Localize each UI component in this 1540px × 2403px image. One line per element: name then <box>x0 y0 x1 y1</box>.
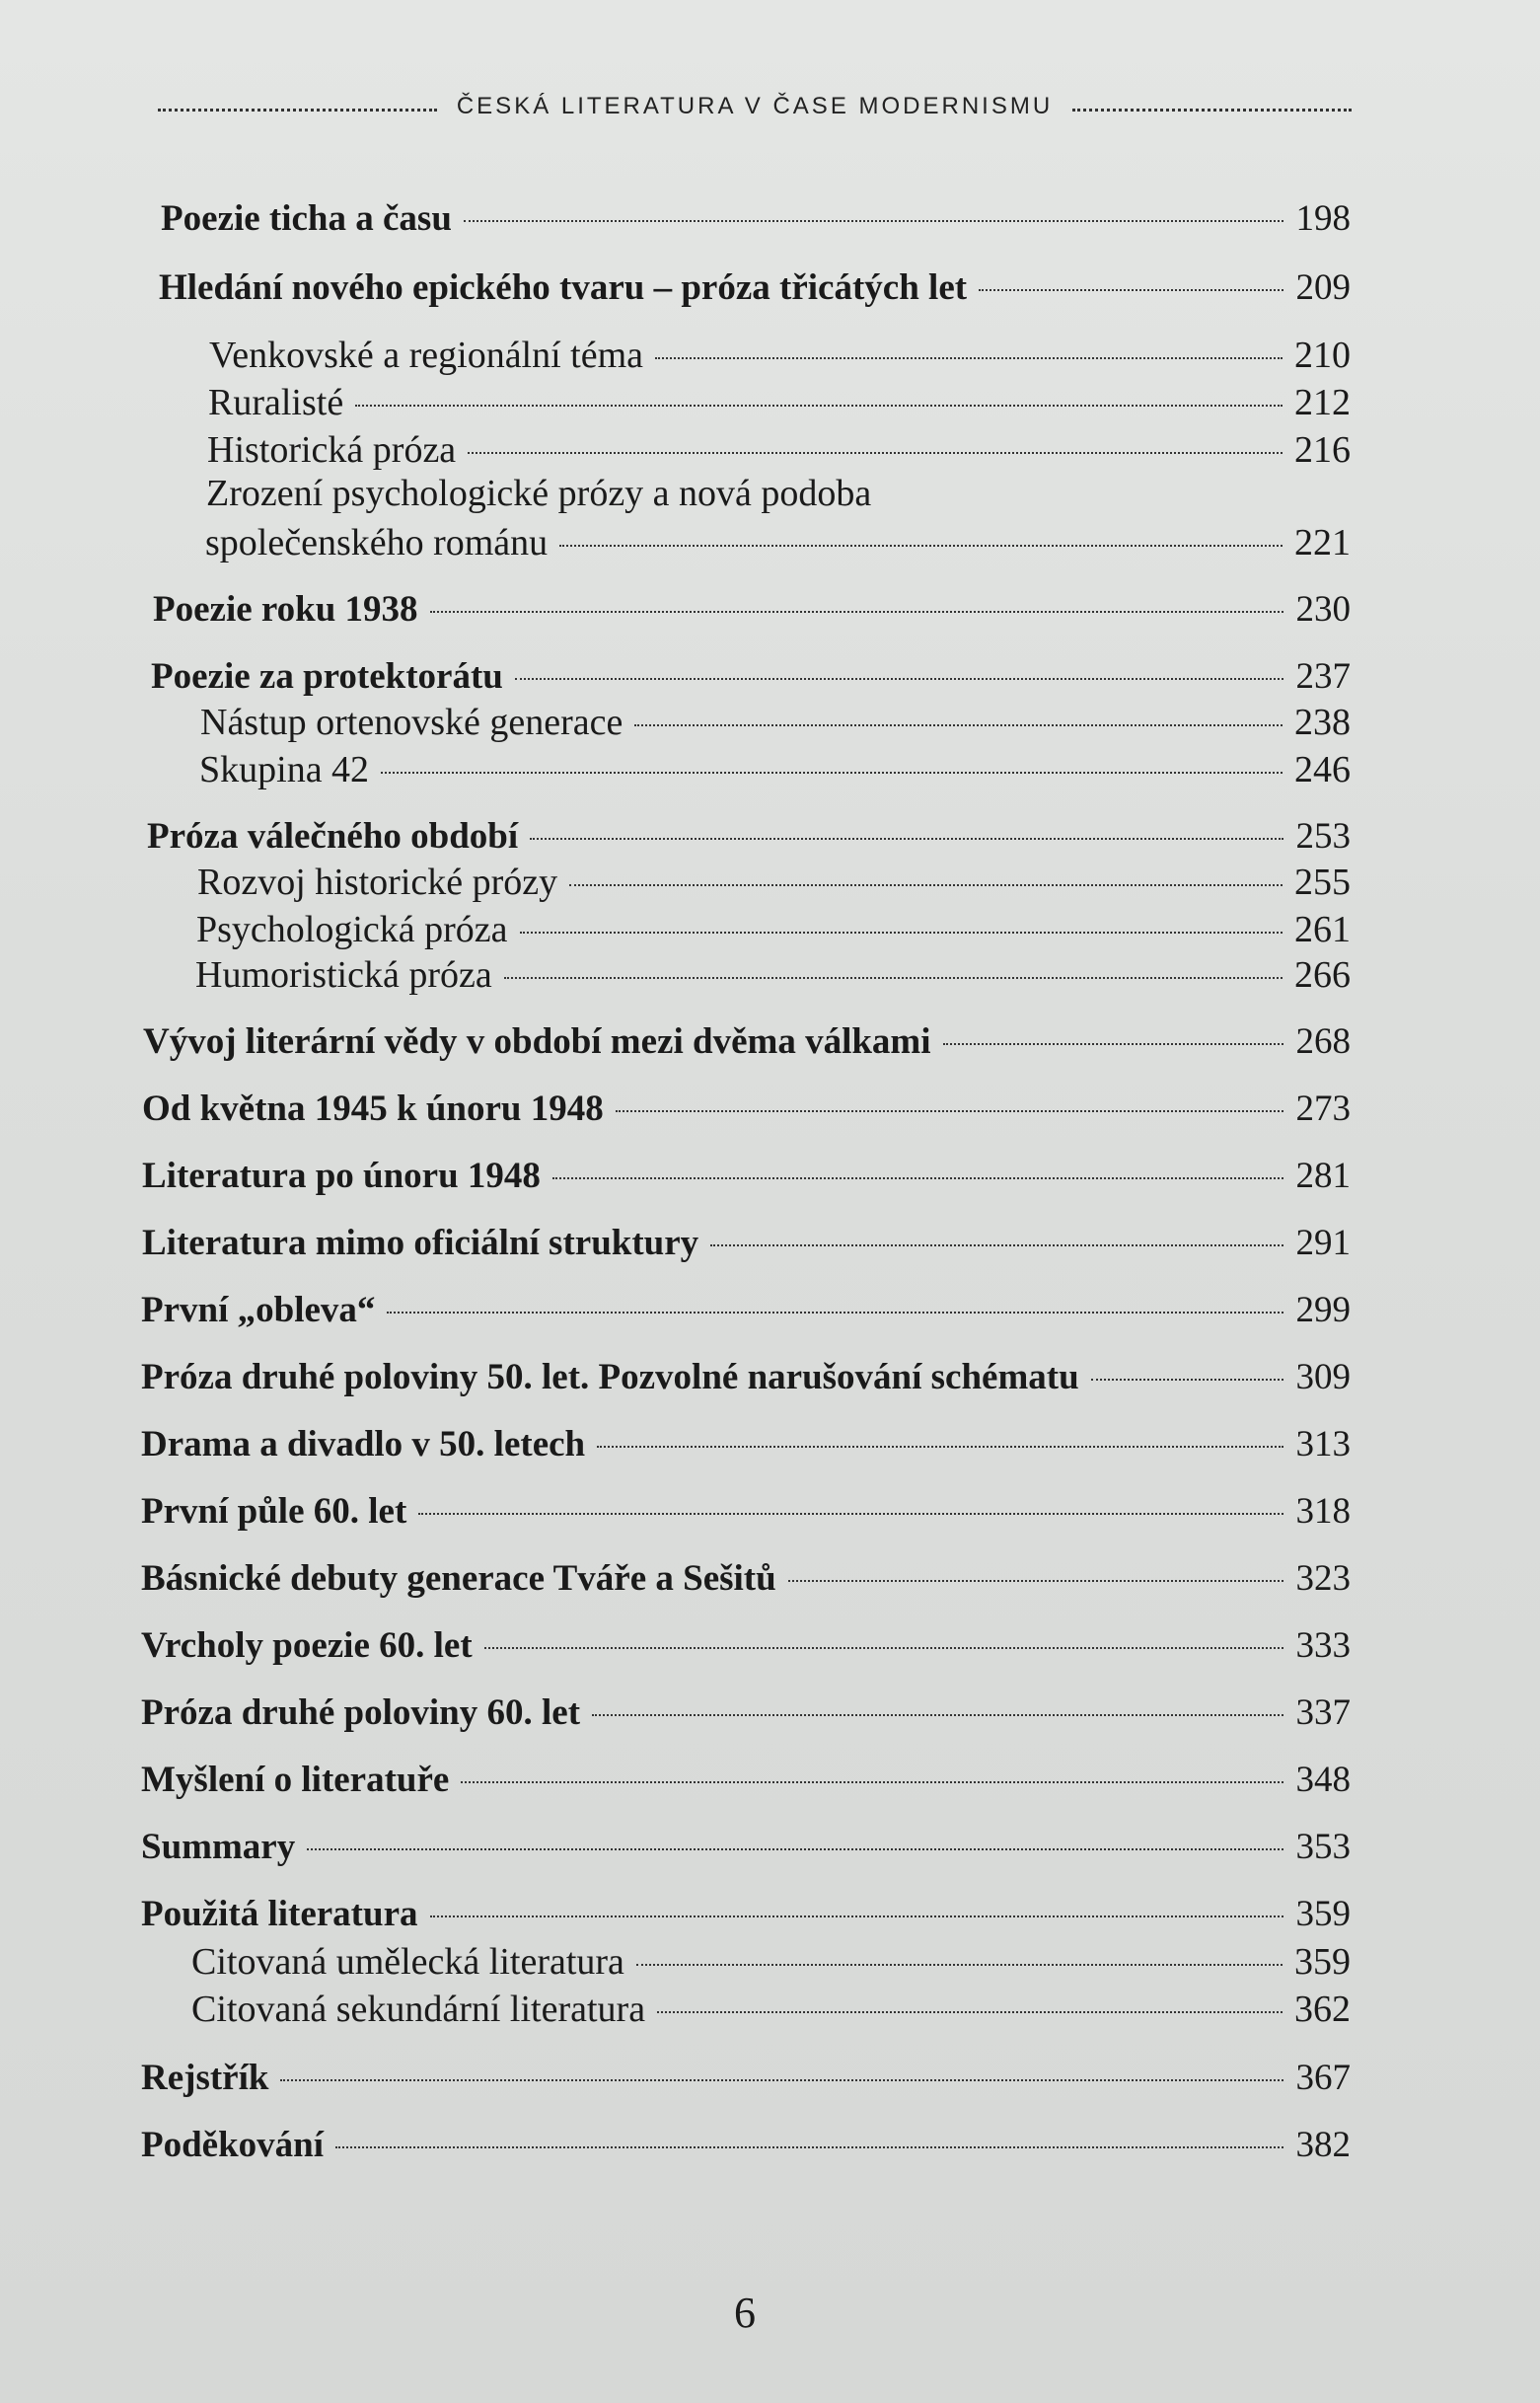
toc-entry-page: 359 <box>1294 1941 1351 1983</box>
toc-entry-label: Drama a divadlo v 50. letech <box>141 1424 586 1464</box>
toc-leader <box>710 1244 1283 1246</box>
toc-entry-page: 266 <box>1294 954 1351 996</box>
toc-entry <box>142 1222 1351 1265</box>
toc-entry <box>141 1356 1351 1399</box>
toc-entry-page: 209 <box>1295 267 1351 308</box>
toc-entry-page: 348 <box>1295 1760 1351 1800</box>
toc-entry-page: 323 <box>1295 1558 1351 1599</box>
toc-entry-page: 382 <box>1295 2125 1351 2165</box>
toc-entry-page: 246 <box>1294 749 1351 790</box>
toc-entry-label: Rozvoj historické prózy <box>197 862 558 903</box>
toc-entry <box>159 266 1351 310</box>
toc-entry <box>141 1289 1351 1332</box>
toc-entry-page: 230 <box>1295 589 1351 630</box>
toc-entry-page: 362 <box>1294 1989 1351 2030</box>
toc-leader <box>335 2146 1283 2148</box>
toc-entry-label: Poezie roku 1938 <box>153 589 418 630</box>
toc-entry-page: 212 <box>1294 382 1351 423</box>
toc-leader <box>381 772 1283 774</box>
toc-entry-page: 216 <box>1294 429 1351 471</box>
toc-entry-page: 261 <box>1294 909 1351 950</box>
toc-entry-page: 238 <box>1294 702 1351 743</box>
toc-entry <box>141 1557 1351 1601</box>
toc-entry-label: Psychologická próza <box>196 909 508 950</box>
toc-entry-label: Použitá literatura <box>141 1894 418 1934</box>
toc-subentry <box>205 521 1351 564</box>
toc-leader <box>657 2011 1283 2013</box>
toc-entry-page: 337 <box>1295 1692 1351 1733</box>
toc-entry-label: První „obleva“ <box>141 1290 376 1330</box>
toc-entry <box>161 197 1351 241</box>
toc-entry <box>141 1759 1351 1802</box>
toc-entry-page: 273 <box>1295 1089 1351 1129</box>
toc-subentry <box>207 428 1351 472</box>
toc-entry <box>141 1691 1351 1735</box>
toc-entry-label: Vývoj literární vědy v období mezi dvěma válkami <box>143 1021 931 1062</box>
toc-leader <box>597 1446 1283 1448</box>
toc-leader <box>1091 1379 1283 1381</box>
toc-entry-label: Poděkování <box>141 2125 325 2165</box>
toc-subentry <box>209 334 1351 377</box>
toc-entry-page: 255 <box>1294 862 1351 903</box>
toc-entry <box>141 2124 1351 2167</box>
toc-entry <box>141 2057 1351 2100</box>
toc-subentry-first-line: Zrození psychologické prózy a nová podoba <box>206 473 872 514</box>
toc-entry-page: 318 <box>1295 1491 1351 1532</box>
toc-subentry <box>196 908 1351 951</box>
toc-entry <box>153 588 1351 632</box>
toc-entry <box>147 815 1351 859</box>
toc-subentry <box>208 381 1351 424</box>
toc-entry-label: Hledání nového epického tvaru – próza třicátých let <box>159 267 968 308</box>
page-number: 6 <box>734 2289 756 2337</box>
toc-entry-label: Venkovské a regionální téma <box>209 335 644 376</box>
toc-leader <box>520 932 1283 934</box>
toc-entry-page: 299 <box>1295 1290 1351 1330</box>
toc-entry <box>141 1893 1351 1936</box>
toc-entry-label: Citovaná sekundární literatura <box>191 1989 646 2030</box>
toc-leader <box>418 1513 1283 1515</box>
toc-entry-label: Myšlení o literatuře <box>141 1760 450 1800</box>
toc-entry-label: Vrcholy poezie 60. let <box>141 1625 473 1666</box>
toc-subentry <box>191 1988 1351 2031</box>
toc-entry-label: Literatura mimo oficiální struktury <box>142 1223 699 1263</box>
toc-entry-page: 198 <box>1295 198 1351 239</box>
toc-leader <box>530 838 1283 840</box>
toc-leader <box>468 452 1283 454</box>
toc-leader <box>504 977 1283 979</box>
toc-entry-label: Humoristická próza <box>195 954 492 996</box>
toc-leader <box>592 1714 1283 1716</box>
toc-entry-page: 353 <box>1295 1827 1351 1867</box>
toc-entry-page: 309 <box>1295 1357 1351 1397</box>
toc-entry-label: Próza druhé poloviny 50. let. Pozvolné narušování schématu <box>141 1357 1079 1397</box>
toc-leader <box>484 1647 1283 1649</box>
toc-entry-label: Próza válečného období <box>147 816 519 857</box>
toc-entry-page: 313 <box>1295 1424 1351 1464</box>
toc-entry-page: 367 <box>1295 2058 1351 2098</box>
toc-leader <box>655 357 1283 359</box>
toc-entry <box>151 655 1351 699</box>
toc-leader <box>943 1043 1283 1045</box>
toc-entry-page: 291 <box>1295 1223 1351 1263</box>
toc-entry-label: Skupina 42 <box>199 749 370 790</box>
toc-entry-label: Od května 1945 k únoru 1948 <box>142 1089 604 1129</box>
running-header-title: ČESKÁ LITERATURA V ČASE MODERNISMU <box>456 93 1054 119</box>
toc-entry-label: Literatura po únoru 1948 <box>142 1156 541 1196</box>
toc-leader <box>355 405 1283 407</box>
toc-entry-label: společenského románu <box>205 522 549 563</box>
toc-leader <box>430 1915 1284 1917</box>
toc-entry <box>141 1826 1351 1869</box>
toc-entry-page: 237 <box>1295 656 1351 697</box>
toc-subentry <box>199 748 1351 791</box>
toc-entry-label: Rejstřík <box>141 2058 269 2098</box>
toc-leader <box>634 724 1283 726</box>
toc-entry-label: Nástup ortenovské generace <box>200 702 623 743</box>
toc-entry-label: Próza druhé poloviny 60. let <box>141 1692 581 1733</box>
toc-leader <box>616 1110 1283 1112</box>
toc-leader <box>307 1848 1283 1850</box>
toc-subentry <box>191 1940 1351 1984</box>
toc-entry <box>141 1423 1351 1466</box>
toc-subentry <box>197 861 1351 904</box>
toc-entry-page: 281 <box>1295 1156 1351 1196</box>
toc-leader <box>430 611 1283 613</box>
toc-entry-label: Historická próza <box>207 429 457 471</box>
toc-leader <box>788 1580 1283 1582</box>
toc-leader <box>569 884 1283 886</box>
toc-entry-page: 210 <box>1294 335 1351 376</box>
toc-entry-page: 221 <box>1294 522 1351 563</box>
toc-entry-page: 359 <box>1295 1894 1351 1934</box>
toc-entry-label: Poezie ticha a času <box>161 198 452 239</box>
toc-entry-page: 253 <box>1295 816 1351 857</box>
toc-entry <box>142 1155 1351 1198</box>
toc-entry <box>143 1020 1351 1064</box>
toc-entry-page: 333 <box>1295 1625 1351 1666</box>
toc-entry-label: První půle 60. let <box>141 1491 407 1532</box>
toc-entry-label: Poezie za protektorátu <box>151 656 503 697</box>
toc-leader <box>636 1964 1283 1966</box>
toc-leader <box>280 2079 1283 2081</box>
toc-entry-page: 268 <box>1295 1021 1351 1062</box>
toc-subentry <box>200 701 1351 744</box>
toc-leader <box>387 1312 1283 1314</box>
toc-entry <box>141 1490 1351 1534</box>
toc-leader <box>979 289 1283 291</box>
toc-leader <box>559 545 1283 547</box>
toc-entry-label: Ruralisté <box>208 382 344 423</box>
toc-leader <box>461 1781 1283 1783</box>
toc-leader <box>552 1177 1283 1179</box>
toc-entry <box>141 1624 1351 1668</box>
toc-entry-label: Summary <box>141 1827 296 1867</box>
toc-leader <box>515 678 1283 680</box>
toc-entry <box>142 1088 1351 1131</box>
toc-subentry <box>195 953 1351 997</box>
toc-entry-label: Básnické debuty generace Tváře a Sešitů <box>141 1558 776 1599</box>
toc-entry-label: Citovaná umělecká literatura <box>191 1941 624 1983</box>
toc-leader <box>464 220 1283 222</box>
